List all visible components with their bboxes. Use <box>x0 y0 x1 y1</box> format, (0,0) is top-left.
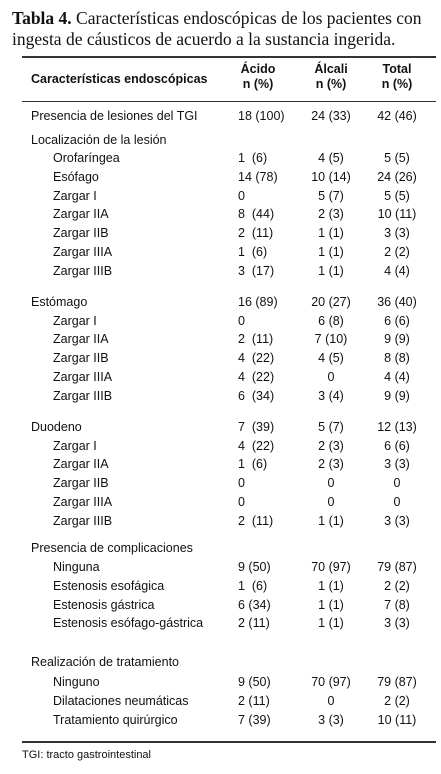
cell-alkali: 2 (3) <box>318 207 344 221</box>
table-row <box>0 576 441 596</box>
cell-acid: 8 (44) <box>238 207 275 221</box>
footnote: TGI: tracto gastrointestinal <box>22 749 151 761</box>
cell-total: 6 (6) <box>384 439 410 453</box>
cell-alkali: 24 (33) <box>311 109 351 123</box>
table-row <box>0 652 441 672</box>
cell-alkali: 3 (4) <box>318 389 344 403</box>
cell-acid: 1 (6) <box>238 457 268 471</box>
cell-alkali: 0 <box>327 495 335 509</box>
cell-acid: 0 <box>238 476 245 490</box>
cell-alkali: 6 (8) <box>318 314 344 328</box>
cell-alkali: 4 (5) <box>318 351 344 365</box>
header-total-name: Total <box>382 62 412 76</box>
row-label: Estómago <box>31 295 88 309</box>
cell-acid: 6 (34) <box>238 389 275 403</box>
cell-total: 36 (40) <box>377 295 417 309</box>
cell-total: 2 (2) <box>384 579 410 593</box>
cell-total: 8 (8) <box>384 351 410 365</box>
cell-acid: 2 (11) <box>238 694 270 708</box>
row-label: Zargar IIIA <box>53 370 113 384</box>
table-row <box>0 436 441 456</box>
row-label: Zargar I <box>53 314 97 328</box>
cell-total: 24 (26) <box>377 170 417 184</box>
header-acid-name: Ácido <box>240 62 276 76</box>
table-row <box>0 595 441 615</box>
cell-total: 3 (3) <box>384 226 410 240</box>
cell-acid: 1 (6) <box>238 151 268 165</box>
row-label: Zargar I <box>53 439 97 453</box>
cell-alkali: 70 (97) <box>311 675 351 689</box>
table-row <box>0 204 441 224</box>
row-label: Esófago <box>53 170 99 184</box>
cell-total: 3 (3) <box>384 514 410 528</box>
header-rule <box>22 101 436 102</box>
table-row <box>0 186 441 206</box>
cell-acid: 6 (34) <box>238 598 271 612</box>
cell-alkali: 1 (1) <box>318 264 344 278</box>
table-row <box>0 130 441 150</box>
header-characteristics: Características endoscópicas <box>31 72 208 86</box>
cell-alkali: 0 <box>327 694 335 708</box>
row-label: Zargar IIIA <box>53 245 113 259</box>
cell-alkali: 3 (3) <box>318 713 344 727</box>
row-label: Zargar IIIA <box>53 495 113 509</box>
cell-alkali: 5 (7) <box>318 189 344 203</box>
table-label: Tabla 4. <box>12 8 72 28</box>
table-row <box>0 311 441 331</box>
cell-acid: 4 (22) <box>238 351 275 365</box>
cell-total: 2 (2) <box>384 694 410 708</box>
cell-total: 9 (9) <box>384 332 410 346</box>
table-row <box>0 167 441 187</box>
cell-acid: 7 (39) <box>238 713 271 727</box>
row-label: Duodeno <box>31 420 82 434</box>
table-caption <box>12 8 432 50</box>
row-label: Zargar IIIB <box>53 264 113 278</box>
cell-total: 5 (5) <box>384 189 410 203</box>
row-label: Presencia de lesiones del TGI <box>31 109 198 123</box>
table-row <box>0 106 441 126</box>
row-label: Zargar IIB <box>53 476 109 490</box>
table-row <box>0 223 441 243</box>
top-rule <box>22 56 436 58</box>
table-row <box>0 148 441 168</box>
table-row <box>0 348 441 368</box>
cell-total: 4 (4) <box>384 370 410 384</box>
header-total-unit: n (%) <box>381 77 413 91</box>
cell-acid: 0 <box>238 189 245 203</box>
cell-acid: 9 (50) <box>238 560 271 574</box>
cell-alkali: 1 (1) <box>318 226 344 240</box>
table-row <box>0 710 441 730</box>
table-row <box>0 386 441 406</box>
cell-total: 6 (6) <box>384 314 410 328</box>
table-row <box>0 242 441 262</box>
cell-alkali: 0 <box>327 370 335 384</box>
row-label: Zargar IIB <box>53 351 109 365</box>
table-row <box>0 538 441 558</box>
cell-total: 0 <box>393 495 401 509</box>
cell-acid: 2 (11) <box>238 332 274 346</box>
row-label: Orofaríngea <box>53 151 120 165</box>
cell-acid: 9 (50) <box>238 675 271 689</box>
cell-acid: 0 <box>238 495 245 509</box>
row-label: Zargar I <box>53 189 97 203</box>
table-title: Características endoscópicas de los pacientes con ingesta de cáusticos de acuerdo a la sustancia ingerida. <box>12 8 422 49</box>
cell-alkali: 1 (1) <box>318 598 344 612</box>
cell-acid: 2 (11) <box>238 514 274 528</box>
cell-acid: 14 (78) <box>238 170 278 184</box>
table-row <box>0 454 441 474</box>
table-row <box>0 417 441 437</box>
cell-acid: 2 (11) <box>238 226 274 240</box>
table-row <box>0 292 441 312</box>
row-label: Ninguno <box>53 675 100 689</box>
cell-alkali: 10 (14) <box>311 170 351 184</box>
cell-total: 10 (11) <box>377 713 417 727</box>
cell-alkali: 2 (3) <box>318 439 344 453</box>
header-alkali-name: Álcali <box>314 62 348 76</box>
cell-alkali: 2 (3) <box>318 457 344 471</box>
cell-alkali: 1 (1) <box>318 245 344 259</box>
cell-acid: 1 (6) <box>238 245 268 259</box>
cell-total: 9 (9) <box>384 389 410 403</box>
table-row <box>0 511 441 531</box>
cell-acid: 18 (100) <box>238 109 285 123</box>
cell-acid: 3 (17) <box>238 264 275 278</box>
cell-total: 4 (4) <box>384 264 410 278</box>
row-label: Estenosis gástrica <box>53 598 155 612</box>
cell-alkali: 1 (1) <box>318 616 344 630</box>
header-acid <box>228 62 288 92</box>
cell-alkali: 5 (7) <box>318 420 344 434</box>
cell-acid: 16 (89) <box>238 295 278 309</box>
row-label: Ninguna <box>53 560 100 574</box>
table-row <box>0 261 441 281</box>
table-row <box>0 557 441 577</box>
row-label: Zargar IIA <box>53 332 109 346</box>
header-total <box>367 62 427 92</box>
table-row <box>0 473 441 493</box>
cell-total: 0 <box>393 476 401 490</box>
row-label: Zargar IIA <box>53 207 109 221</box>
row-label: Zargar IIIB <box>53 389 113 403</box>
cell-total: 12 (13) <box>377 420 417 434</box>
row-label: Dilataciones neumáticas <box>53 694 189 708</box>
table-row <box>0 691 441 711</box>
row-label: Localización de la lesión <box>31 133 167 147</box>
cell-alkali: 70 (97) <box>311 560 351 574</box>
cell-acid: 0 <box>238 314 245 328</box>
cell-alkali: 7 (10) <box>314 332 348 346</box>
table-row <box>0 367 441 387</box>
cell-total: 3 (3) <box>384 457 410 471</box>
cell-total: 79 (87) <box>377 560 417 574</box>
cell-alkali: 1 (1) <box>318 579 344 593</box>
cell-alkali: 1 (1) <box>318 514 344 528</box>
cell-alkali: 4 (5) <box>318 151 344 165</box>
header-alkali <box>301 62 361 92</box>
row-label: Tratamiento quirúrgico <box>53 713 178 727</box>
cell-acid: 2 (11) <box>238 616 270 630</box>
cell-acid: 7 (39) <box>238 420 275 434</box>
header-acid-unit: n (%) <box>242 77 274 91</box>
cell-alkali: 0 <box>327 476 335 490</box>
cell-acid: 1 (6) <box>238 579 268 593</box>
cell-acid: 4 (22) <box>238 370 275 384</box>
table-row <box>0 613 441 633</box>
row-label: Estenosis esofágica <box>53 579 165 593</box>
cell-acid: 4 (22) <box>238 439 275 453</box>
cell-total: 5 (5) <box>384 151 410 165</box>
cell-total: 2 (2) <box>384 245 410 259</box>
row-label: Zargar IIB <box>53 226 109 240</box>
cell-alkali: 20 (27) <box>311 295 351 309</box>
row-label: Estenosis esófago-gástrica <box>53 616 204 630</box>
cell-total: 42 (46) <box>377 109 417 123</box>
row-label: Realización de tratamiento <box>31 655 179 669</box>
cell-total: 3 (3) <box>384 616 410 630</box>
bottom-rule <box>22 741 436 743</box>
header-alkali-unit: n (%) <box>315 77 347 91</box>
cell-total: 79 (87) <box>377 675 417 689</box>
row-label: Zargar IIA <box>53 457 109 471</box>
table-row <box>0 672 441 692</box>
table-row <box>0 329 441 349</box>
table-row <box>0 492 441 512</box>
cell-total: 7 (8) <box>384 598 410 612</box>
row-label: Zargar IIIB <box>53 514 113 528</box>
cell-total: 10 (11) <box>377 207 417 221</box>
row-label: Presencia de complicaciones <box>31 541 193 555</box>
